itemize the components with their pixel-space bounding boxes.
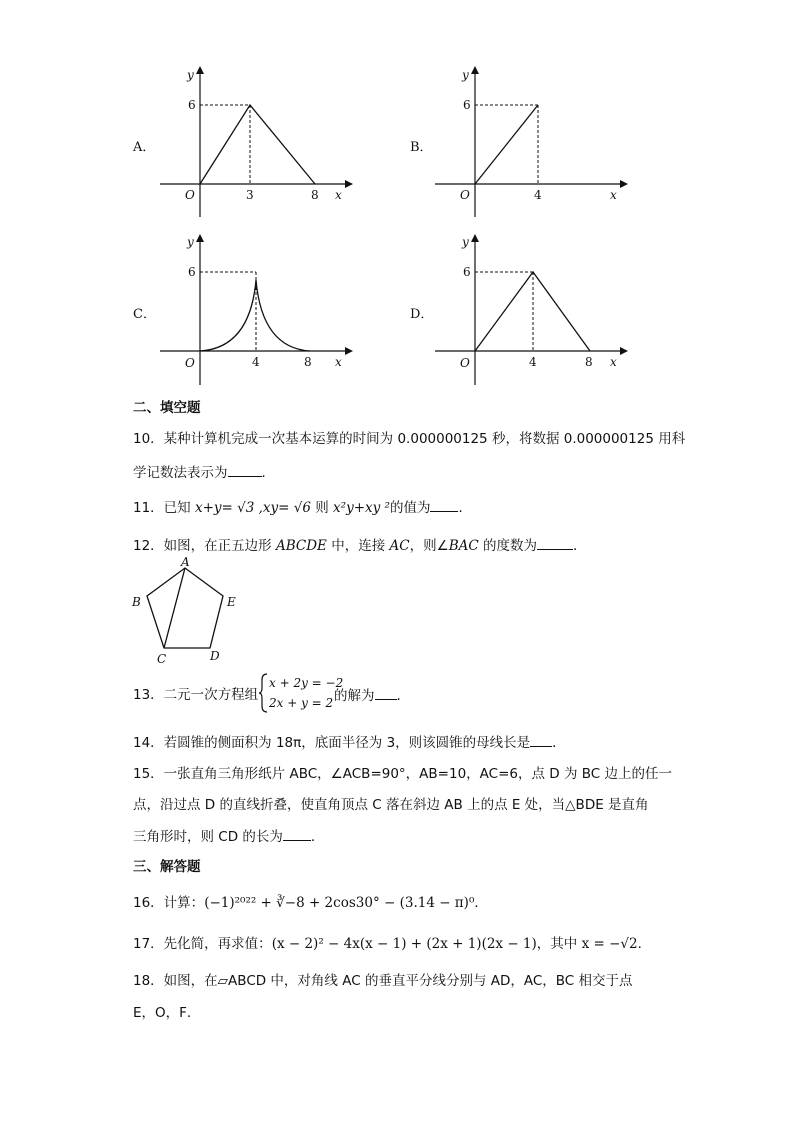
y-axis-label: y <box>462 68 469 82</box>
question-15-line-3 <box>133 826 324 847</box>
vertex-d-label: D <box>210 649 220 663</box>
question-18-line-1: 18．如图，在▱ABCD 中，对角线 AC 的垂直平分线分别与 AD，AC，BC 相交于点 <box>133 973 633 989</box>
question-11-expression: x²y+xy ² <box>333 500 390 516</box>
y-tick: 6 <box>188 265 196 279</box>
vertex-e-label: E <box>227 595 236 609</box>
pentagon-figure <box>128 556 248 666</box>
period: ． <box>396 688 410 704</box>
option-a-svg <box>155 62 355 222</box>
origin-label: O <box>460 188 470 202</box>
origin-label: O <box>185 188 195 202</box>
question-10-text: 学记数法表示为 <box>133 465 228 481</box>
angle-name: BAC <box>448 538 479 554</box>
x-axis-label: x <box>335 355 342 369</box>
option-c-label: C． <box>133 307 156 322</box>
option-b-label: B． <box>410 140 433 155</box>
question-15-line-1: 15．一张直角三角形纸片 ABC，∠ACB=90°，AB=10，AC=6，点 D 为 BC 边上的任一 <box>133 766 673 782</box>
question-14 <box>133 732 566 753</box>
question-10-line-1: 10．某种计算机完成一次基本运算的时间为 0.000000125 秒，将数据 0.000000125 用科 <box>133 431 686 447</box>
question-10-line-2 <box>133 462 275 483</box>
period: ． <box>310 829 325 845</box>
y-tick: 6 <box>188 98 196 112</box>
answer-blank[interactable] <box>228 462 262 477</box>
equation-1: x + 2y = −2 <box>269 676 344 690</box>
y-axis-label: y <box>187 68 194 82</box>
question-11-prefix: 11．已知 <box>133 500 195 516</box>
vertex-a-label: A <box>181 555 190 569</box>
x-tick: 3 <box>246 188 254 202</box>
question-17-expression: (x − 2)² − 4x(x − 1) + (2x + 1)(2x − 1) <box>271 936 537 952</box>
option-c-svg <box>155 230 355 390</box>
brace-svg <box>259 672 344 714</box>
x-tick: 8 <box>304 355 312 369</box>
answer-blank[interactable] <box>530 732 552 747</box>
question-17-prefix: 17．先化简，再求值： <box>133 936 272 952</box>
option-d-label: D． <box>410 307 434 322</box>
option-c-graph[interactable] <box>155 230 355 390</box>
section-heading: 三、解答题 <box>133 859 201 875</box>
x-tick: 8 <box>585 355 593 369</box>
question-15-line-2: 点，沿过点 D 的直线折叠，使直角顶点 C 落在斜边 AB 上的点 E 处，当△BDE 是直角 <box>133 797 649 813</box>
question-11-mid: 则 <box>310 500 334 516</box>
question-12-mid: 中，连接 <box>326 538 390 554</box>
answer-blank[interactable] <box>430 497 458 512</box>
question-13-tail <box>334 685 410 706</box>
x-axis-label: x <box>335 188 342 202</box>
equation-system <box>259 672 344 714</box>
option-d-svg <box>430 230 630 390</box>
option-d-graph[interactable] <box>430 230 630 390</box>
question-13-prefix: 13．二元一次方程组 <box>133 687 259 703</box>
period: ． <box>458 500 472 516</box>
period: ． <box>637 936 652 952</box>
question-16 <box>133 893 488 913</box>
period: ． <box>573 538 587 554</box>
answer-blank[interactable] <box>375 685 397 700</box>
option-b-graph[interactable] <box>430 62 630 222</box>
question-13-suffix: 的解为 <box>334 688 375 704</box>
option-a-label: A． <box>133 140 156 155</box>
answer-blank[interactable] <box>283 826 311 841</box>
section-heading: 二、填空题 <box>133 400 201 416</box>
question-11 <box>133 497 472 518</box>
question-18-line-2: E，O，F． <box>133 1005 201 1021</box>
question-12-suffix: 的度数为 <box>478 538 538 554</box>
question-14-text: 14．若圆锥的侧面积为 18π，底面半径为 3，则该圆锥的母线长是 <box>133 735 531 751</box>
question-11-suffix: 的值为 <box>389 500 431 516</box>
question-16-prefix: 16．计算： <box>133 895 205 911</box>
x-tick: 8 <box>311 188 319 202</box>
y-axis-label: y <box>462 235 469 249</box>
option-a-graph[interactable] <box>155 62 355 222</box>
question-12 <box>133 535 587 556</box>
question-13 <box>133 685 258 705</box>
question-12-prefix: 12．如图，在正五边形 <box>133 538 276 554</box>
pentagon-svg <box>128 556 248 666</box>
question-11-condition: x+y= √3 ,xy= √6 <box>194 500 311 516</box>
period: ． <box>552 735 566 751</box>
y-axis-label: y <box>187 235 194 249</box>
y-tick: 6 <box>463 265 471 279</box>
x-tick: 4 <box>252 355 260 369</box>
x-tick: 4 <box>529 355 537 369</box>
question-17-mid: ，其中 <box>536 936 582 952</box>
segment-name: AC <box>389 538 410 554</box>
x-axis-label: x <box>610 188 617 202</box>
question-16-expression: (−1)²⁰²² + ∛−8 + 2cos30° − (3.14 − π)⁰ <box>204 895 475 911</box>
question-15-text: 三角形时，则 CD 的长为 <box>133 829 283 845</box>
vertex-c-label: C <box>157 652 167 666</box>
polygon-name: ABCDE <box>275 538 327 554</box>
question-12-mid2: ，则∠ <box>409 538 449 554</box>
question-17-condition: x = −√2 <box>581 936 638 952</box>
x-axis-label: x <box>610 355 617 369</box>
x-tick: 4 <box>534 188 542 202</box>
option-b-svg <box>430 62 630 222</box>
period: ． <box>261 465 275 481</box>
answer-blank[interactable] <box>537 535 573 550</box>
y-tick: 6 <box>463 98 471 112</box>
question-17 <box>133 934 651 954</box>
equation-2: 2x + y = 2 <box>269 696 334 710</box>
origin-label: O <box>460 356 470 370</box>
origin-label: O <box>185 356 195 370</box>
vertex-b-label: B <box>132 595 141 609</box>
period: ． <box>474 895 488 911</box>
